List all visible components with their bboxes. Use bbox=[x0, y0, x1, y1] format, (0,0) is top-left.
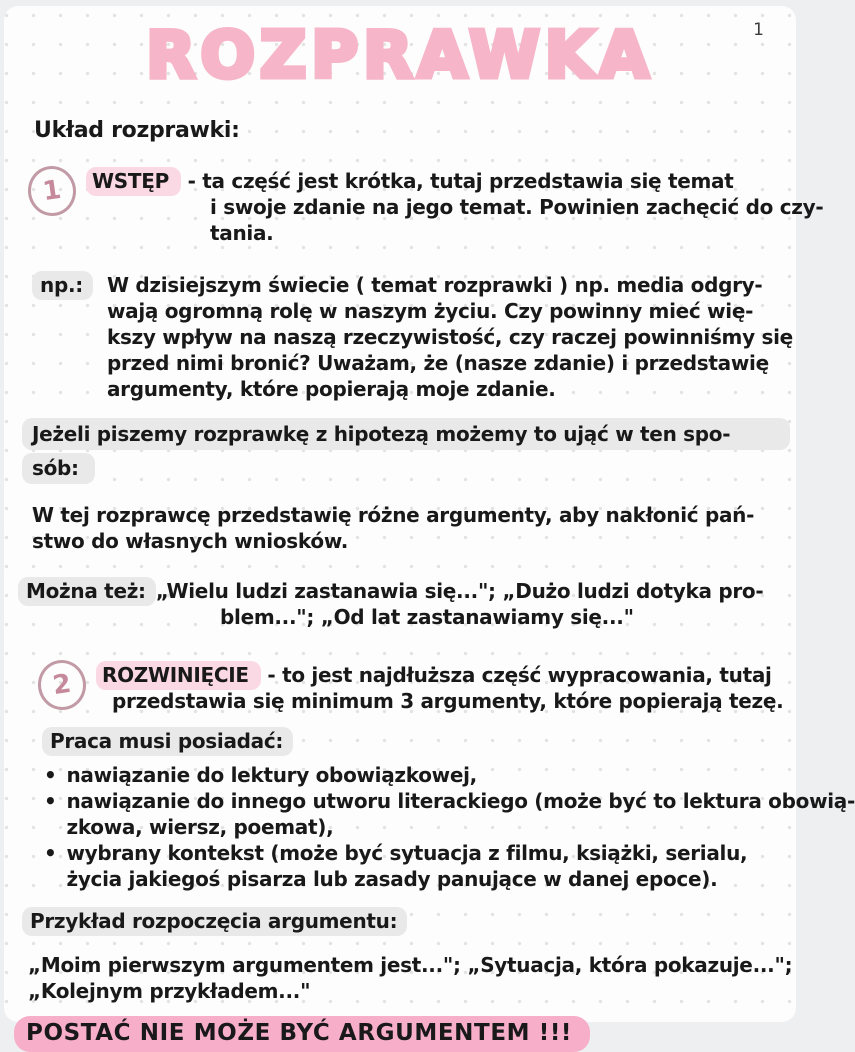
list-item-text bbox=[66, 840, 747, 892]
point-number: 1 bbox=[40, 174, 64, 208]
alternatives-text: „Wielu ludzi zastanawia się..."; „Dużo ludzi dotyka pro- bbox=[155, 579, 764, 603]
page-number: 1 bbox=[753, 20, 764, 40]
argument-quote-line: „Moim pierwszym argumentem jest..."; „Sytuacja, która pokazuje..."; bbox=[28, 953, 793, 977]
separator: - bbox=[260, 663, 283, 687]
point-wstep bbox=[28, 166, 824, 246]
separator: - bbox=[180, 169, 203, 193]
example-line: kszy wpływ na naszą rzeczywistość, czy raczej powinniśmy się bbox=[106, 325, 793, 349]
point-wstep-body bbox=[92, 166, 823, 246]
argument-quotes bbox=[28, 952, 796, 1004]
point-rozwiniecie-line bbox=[102, 662, 783, 688]
page-title: ROZPRAWKA bbox=[146, 19, 654, 93]
point-rozwiniecie bbox=[38, 660, 796, 714]
list-item-line: życia jakiegoś pisarza lub zasady panujące w danej epoce). bbox=[66, 867, 718, 891]
list-item-text bbox=[66, 788, 855, 840]
example-block bbox=[40, 272, 796, 402]
alternatives-line: blem..."; „Od lat zastanawiamy się..." bbox=[220, 605, 634, 629]
hypothesis-example-line: stwo do własnych wniosków. bbox=[32, 529, 349, 553]
list-item bbox=[44, 788, 855, 840]
intro-heading: Układ rozprawki: bbox=[34, 118, 240, 143]
point-rozwiniecie-text: to jest najdłuższa część wypracowania, tutaj bbox=[282, 663, 772, 687]
bullet-icon: • bbox=[44, 841, 57, 865]
warning-banner bbox=[14, 1020, 796, 1046]
list-item-line: nawiązanie do innego utworu literackiego (może być to lektura obowią- bbox=[66, 789, 855, 813]
point-number-circle bbox=[25, 163, 79, 219]
alternatives-label: Można też: bbox=[18, 577, 156, 606]
point-wstep-line bbox=[92, 168, 823, 194]
example-line: przed nimi bronić? Uważam, że (nasze zdanie) i przedstawię bbox=[106, 351, 769, 375]
list-item bbox=[44, 762, 796, 788]
hypothesis-note-line: Jeżeli piszemy rozprawkę z hipotezą możemy to ująć w ten spo- bbox=[22, 418, 790, 450]
hypothesis-example-line: W tej rozprawcę przedstawię różne argumenty, aby nakłonić pań- bbox=[32, 503, 755, 527]
argument-heading-wrap bbox=[30, 908, 796, 934]
point-wstep-line: tania. bbox=[210, 221, 274, 245]
alternatives-line bbox=[26, 578, 796, 604]
requirements-list bbox=[44, 762, 855, 892]
example-label-wrap bbox=[40, 272, 93, 298]
hypothesis-example bbox=[32, 502, 796, 554]
note-page bbox=[4, 6, 855, 1046]
point-rozwiniecie-line: przedstawia się minimum 3 argumenty, które popierają tezę. bbox=[112, 689, 784, 713]
warning-text: POSTAĆ NIE MOŻE BYĆ ARGUMENTEM !!! bbox=[14, 1016, 590, 1052]
alternatives-block bbox=[26, 578, 796, 630]
bullet-icon: • bbox=[44, 763, 57, 787]
list-item bbox=[44, 840, 796, 892]
point-number-circle bbox=[35, 657, 89, 713]
bullet-icon: • bbox=[44, 789, 57, 813]
example-label: np.: bbox=[32, 271, 93, 300]
list-item-text: nawiązanie do lektury obowiązkowej, bbox=[66, 763, 477, 787]
example-line: W dzisiejszym świecie ( temat rozprawki ) np. media odgry- bbox=[106, 273, 763, 297]
argument-heading: Przykład rozpoczęcia argumentu: bbox=[22, 907, 407, 936]
point-rozwiniecie-body bbox=[102, 660, 783, 714]
requirements-heading: Praca musi posiadać: bbox=[42, 727, 293, 756]
requirements-heading-wrap bbox=[50, 728, 796, 754]
example-body bbox=[107, 272, 793, 402]
list-item-line: wybrany kontekst (może być sytuacja z filmu, książki, serialu, bbox=[66, 841, 748, 865]
hypothesis-note bbox=[22, 418, 796, 484]
point-wstep-text: ta część jest krótka, tutaj przedstawia się temat bbox=[202, 169, 734, 193]
point-wstep-line: i swoje zdanie na jego temat. Powinien zachęcić do czy- bbox=[210, 195, 824, 219]
list-item-line: zkowa, wiersz, poemat), bbox=[66, 815, 334, 839]
hypothesis-note-line: sób: bbox=[22, 453, 95, 484]
keyword-rozwiniecie: ROZWINIĘCIE bbox=[96, 661, 261, 690]
argument-quote-line: „Kolejnym przykładem..." bbox=[28, 979, 311, 1003]
example-line: wają ogromną rolę w naszym życiu. Czy powinny mieć wię- bbox=[106, 299, 754, 323]
example-line: argumenty, które popierają moje zdanie. bbox=[106, 377, 556, 401]
point-number: 2 bbox=[50, 668, 74, 702]
keyword-wstep: WSTĘP bbox=[86, 167, 181, 196]
